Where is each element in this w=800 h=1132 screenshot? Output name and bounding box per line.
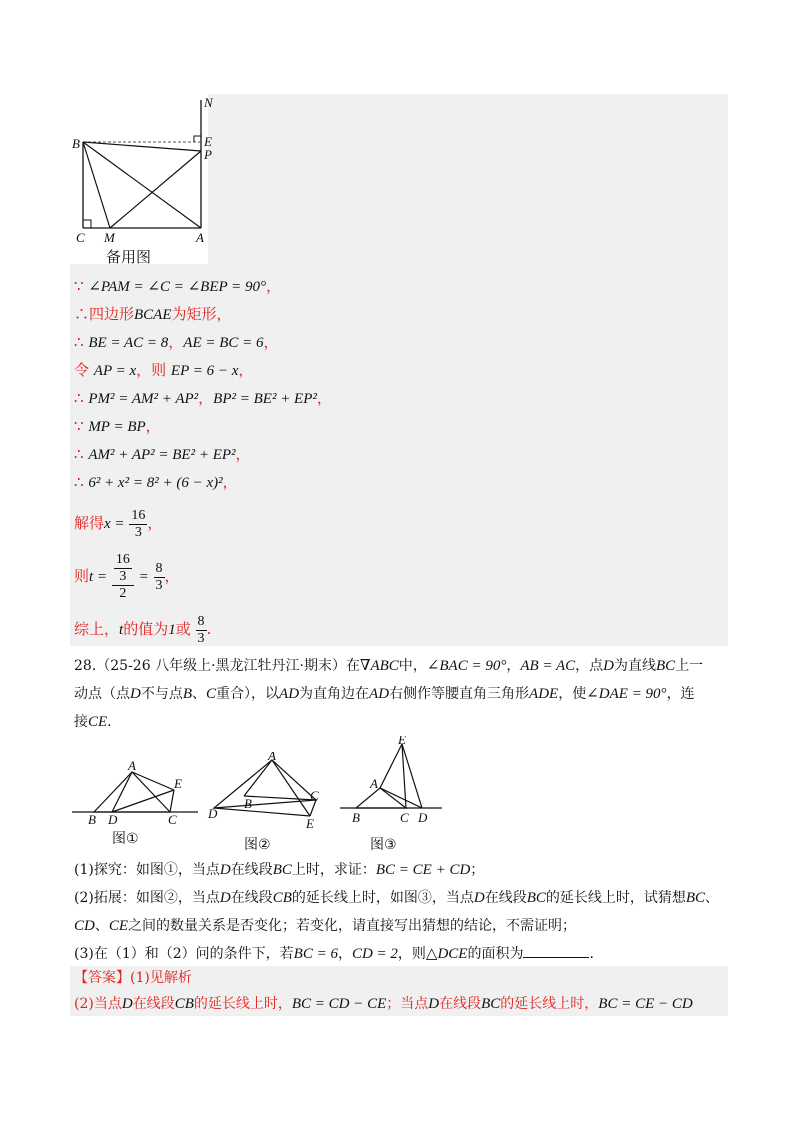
rectangle-figure	[70, 94, 220, 262]
svg-text:C: C	[400, 810, 409, 825]
solution-line-3: ∴ BE = AC = 8，AE = BC = 6，	[74, 333, 279, 351]
solution-line-6: ∵ MP = BP，	[74, 417, 161, 435]
fraction-8-3-final: $\frac{8}{3}$	[197, 613, 205, 646]
question-1: (1)探究：如图①，当点D在线段BC上时，求证：BC = CE + CD；	[74, 862, 485, 878]
svg-text:C: C	[310, 788, 319, 803]
question-2: (2)拓展：如图②，当点D在线段CB的延长线上时，如图③，当点D在线段BC的延长线上时，试猜想BC、 CD、CE之间的数量关系是否变化；若变化，请直接写出猜想的结论，不需证明；	[74, 890, 720, 934]
solution-background	[208, 94, 728, 264]
problem-statement: 28.（25-26 八年级上·黑龙江牡丹江·期末）在∇ABC中，∠BAC = 90°，AB = AC，点D为直线BC上一 动点（点D不与点B、C重合），以AD为直角边在AD右侧作等腰直角三角形ADE，使∠DAE = 90°，连 接CE.	[74, 658, 704, 730]
label-m: M	[104, 230, 115, 245]
compound-fraction: $\frac{\frac{16}{3}}{2}$	[112, 552, 134, 602]
label-a: A	[196, 230, 204, 245]
answer-line-1: 【答案】(1)见解析	[74, 970, 192, 986]
svg-text:C: C	[168, 812, 177, 827]
right-angle-c	[83, 220, 91, 228]
solution-then-line: 则t = $\frac{\frac{16}{3}}{2}$ = $\frac{8}{3}$ ，	[74, 552, 180, 601]
label-p: P	[204, 147, 212, 162]
solution-line-7: ∴ AM² + AP² = BE² + EP²，	[74, 445, 251, 463]
fraction-16-3: $\frac{16}{3}$	[131, 507, 146, 540]
svg-text:D: D	[108, 812, 118, 827]
svg-text:E: E	[174, 776, 182, 791]
question-3: (3)在（1）和（2）问的条件下，若BC = 6，CD = 2，则△DCE的面积为 .	[74, 940, 724, 968]
svg-text:A: A	[128, 760, 136, 773]
label-c: C	[76, 230, 85, 245]
svg-text:B: B	[352, 810, 360, 825]
solution-solve-line: 解得x = $\frac{16}{3}$ ，	[74, 507, 163, 540]
figure-2-caption: 图②	[244, 837, 271, 853]
answer-blank	[523, 943, 589, 958]
figure-caption: 备用图	[106, 248, 152, 266]
svg-text:E: E	[398, 736, 406, 747]
answer-line-2: (2)当点D在线段CB的延长线上时，BC = CD − CE；当点D在线段BC的延长线上时，BC = CE − CD	[74, 996, 693, 1012]
svg-text:B: B	[88, 812, 96, 827]
segment-bp	[83, 142, 201, 151]
solution-line-5: ∴ PM² = AM² + AP²，BP² = BE² + EP²，	[74, 389, 332, 407]
label-n: N	[204, 95, 213, 110]
label-b: B	[72, 136, 80, 151]
right-angle-e	[194, 136, 201, 142]
svg-text:E: E	[306, 816, 314, 831]
solution-line-8: ∴ 6² + x² = 8² + (6 − x)²，	[74, 473, 238, 491]
figure-3	[338, 736, 448, 836]
segment-ba	[83, 142, 201, 228]
segment-bm	[83, 142, 110, 228]
svg-text:A: A	[268, 752, 276, 763]
label-e: E	[204, 134, 212, 149]
figure-1	[70, 760, 200, 830]
solution-summary-line: 综上，t的值为1或 $\frac{8}{3}$ .	[74, 613, 212, 646]
svg-text:A: A	[370, 776, 378, 791]
figure-3-caption: 图③	[370, 837, 397, 853]
svg-text:D: D	[418, 810, 428, 825]
segment-mp	[110, 151, 201, 228]
figure-1-caption: 图①	[112, 831, 139, 847]
solution-line-2: ∴四边形BCAE为矩形，	[74, 305, 232, 323]
fraction-8-3: $\frac{8}{3}$	[155, 560, 163, 593]
solution-line-1: ∵ ∠PAM = ∠C = ∠BEP = 90°，	[74, 277, 282, 295]
svg-text:B: B	[244, 796, 252, 811]
solution-line-4: 令 AP = x，则 EP = 6 − x，	[74, 361, 254, 379]
figure-2	[206, 752, 336, 832]
svg-text:D: D	[208, 806, 218, 821]
